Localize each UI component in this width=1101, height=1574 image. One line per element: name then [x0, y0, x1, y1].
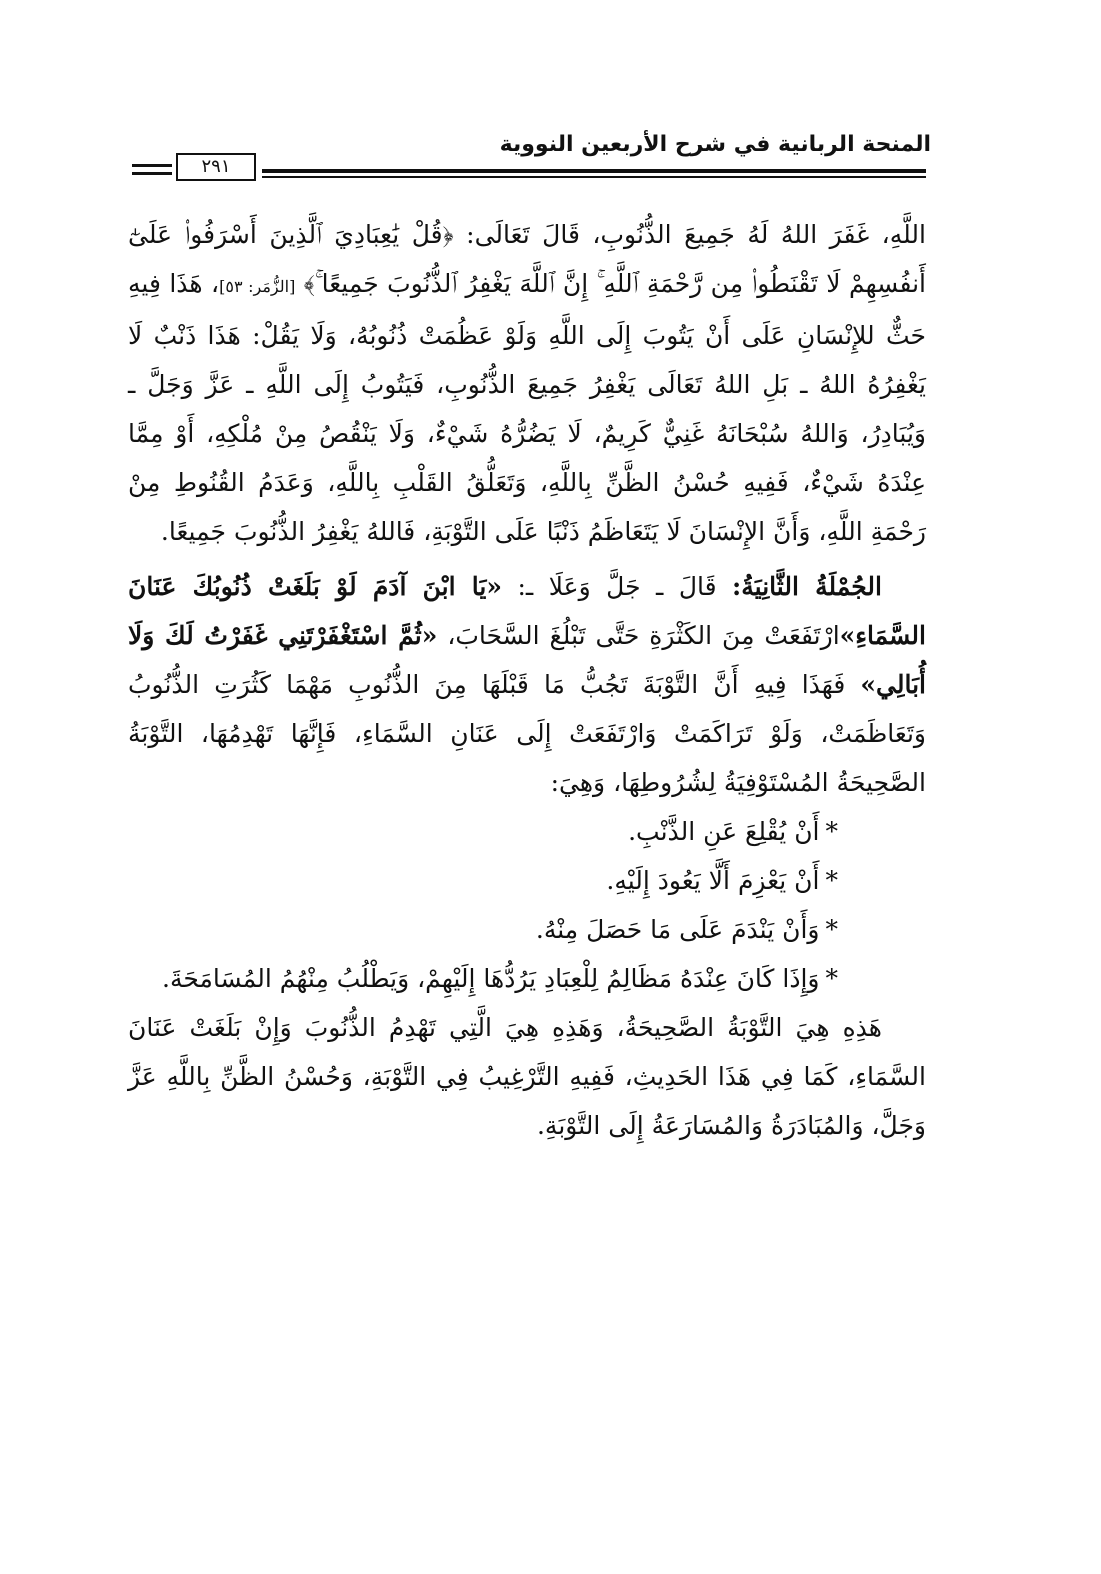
bullet-marker: *	[825, 964, 838, 993]
bullet-marker: *	[825, 866, 838, 895]
paragraph-2	[128, 562, 926, 807]
condition-text: وَإِذَا كَانَ عِنْدَهُ مَظَالِمُ لِلْعِبَادِ يَرُدُّهَا إِلَيْهِمْ، وَيَطْلُبُ مِنْهُمُ المُسَامَحَةَ.	[162, 964, 820, 993]
bullet-marker: *	[825, 817, 838, 846]
hadith-quote-2: «ثُمَّ اسْتَغْفَرْتَنِي غَفَرْتُ لَكَ وَلَا أُبَالِي»	[128, 621, 926, 699]
page-number: ٢٩١	[176, 153, 256, 181]
paragraph-1-text-b: ، هَذَا فِيهِ حَثٌّ للإِنْسَانِ عَلَى أَنْ يَتُوبَ إِلَى اللَّهِ وَلَوْ عَظُمَتْ ذُنُوبُهُ، وَلَا يَقُلْ: هَذَا ذَنْبٌ لَا يَغْفِرُهُ اللهُ ـ بَلِ اللهُ تَعَالَى يَغْفِرُ جَمِيعَ الذُّنُوبِ، فَيَتُوبُ إِلَى اللَّهِ ـ عَزَّ وَجَلَّ ـ وَيُبَادِرُ، وَاللهُ سُبْحَانَهُ غَنِيٌّ كَرِيمٌ، لَا يَضُرُّهُ شَيْءٌ، وَلَا يَنْقُصُ مِنْ مُلْكِهِ، أَوْ مِمَّا عِنْدَهُ شَيْءٌ، فَفِيهِ حُسْنُ الظَّنِّ بِاللَّهِ، وَتَعَلُّقُ القَلْبِ بِاللَّهِ، وَعَدَمُ القُنُوطِ مِنْ رَحْمَةِ اللَّهِ، وَأَنَّ الإِنْسَانَ لَا يَتَعَاظَمُ ذَنْبًا عَلَى التَّوْبَةِ، فَاللهُ يَغْفِرُ الذُّنُوبَ جَمِيعًا.	[128, 269, 926, 546]
list-item	[128, 954, 926, 1003]
bullet-marker: *	[825, 915, 838, 944]
header-rule-thick	[262, 169, 926, 173]
paragraph-2-text-a: قَالَ ـ جَلَّ وَعَلَا ـ:	[502, 572, 733, 601]
list-item	[128, 807, 926, 856]
running-header-title: المنحة الربانية في شرح الأربعين النووية	[499, 132, 931, 157]
main-text	[128, 210, 926, 1150]
list-item	[128, 856, 926, 905]
paragraph-2-text-b: ارْتَفَعَتْ مِنَ الكَثْرَةِ حَتَّى تَبْلُغَ السَّحَابَ،	[437, 621, 840, 650]
condition-text: أَنْ يُقْلِعَ عَنِ الذَّنْبِ.	[628, 817, 820, 846]
hadith-quote-1: «يَا ابْنَ آدَمَ لَوْ بَلَغَتْ ذُنُوبُكَ عَنَانَ السَّمَاءِ»	[128, 572, 926, 650]
paragraph-1	[128, 210, 926, 556]
header-rule-left-top	[132, 164, 172, 167]
condition-text: وَأَنْ يَنْدَمَ عَلَى مَا حَصَلَ مِنْهُ.	[535, 915, 820, 944]
header-rule-left-bottom	[132, 172, 172, 175]
quran-citation: [الزُّمَر: ٥٣]	[219, 277, 296, 296]
paragraph-3: هَذِهِ هِيَ التَّوْبَةُ الصَّحِيحَةُ، وَهَذِهِ هِيَ الَّتِي تَهْدِمُ الذُّنُوبَ وَإِنْ بَلَغَتْ عَنَانَ السَّمَاءِ، كَمَا فِي هَذَا الحَدِيثِ، فَفِيهِ التَّرْغِيبُ فِي التَّوْبَةِ، وَحُسْنُ الظَّنِّ بِاللَّهِ عَزَّ وَجَلَّ، وَالمُبَادَرَةُ وَالمُسَارَعَةُ إِلَى التَّوْبَةِ.	[128, 1013, 926, 1140]
section-heading: الجُمْلَةُ الثَّانِيَةُ:	[732, 572, 882, 601]
condition-text: أَنْ يَعْزِمَ أَلَّا يَعُودَ إِلَيْهِ.	[606, 866, 820, 895]
list-item	[128, 905, 926, 954]
paragraph-1-text-a: اللَّهِ، غَفَرَ اللهُ لَهُ جَمِيعَ الذُّنُوبِ، قَالَ تَعَالَى: ﴿قُلْ يَٰعِبَادِيَ ٱلَّذِينَ أَسْرَفُوا۟ عَلَىٰٓ أَنفُسِهِمْ لَا تَقْنَطُوا۟ مِن رَّحْمَةِ ٱللَّهِ ۚ إِنَّ ٱللَّهَ يَغْفِرُ ٱلذُّنُوبَ جَمِيعًا ۚ﴾	[128, 220, 926, 298]
paragraph-2-text-c: فَهَذَا فِيهِ أَنَّ التَّوْبَةَ تَجُبُّ مَا قَبْلَهَا مِنَ الذُّنُوبِ مَهْمَا كَثُرَتِ الذُّنُوبُ وَتَعَاظَمَتْ، وَلَوْ تَرَاكَمَتْ وَارْتَفَعَتْ إِلَى عَنَانِ السَّمَاءِ، فَإِنَّهَا تَهْدِمُهَا، التَّوْبَةُ الصَّحِيحَةُ المُسْتَوْفِيَةُ لِشُرُوطِهَا، وَهِيَ:	[128, 670, 926, 797]
header-rule-thin	[262, 176, 926, 178]
